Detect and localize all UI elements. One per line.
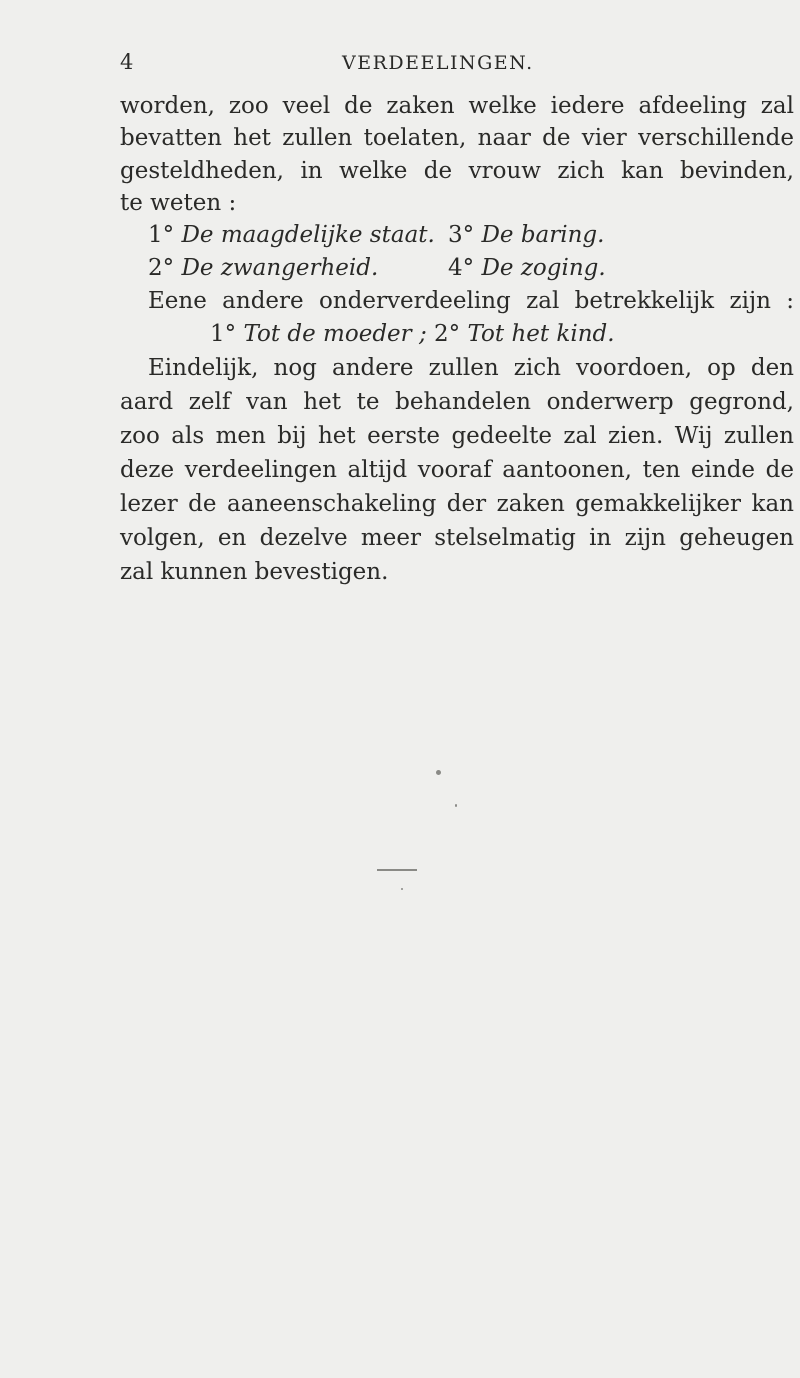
printer-mark-rule — [377, 869, 417, 871]
paper-speck — [401, 888, 403, 890]
list-number: 4° — [448, 255, 475, 281]
list-number: 1° — [148, 222, 175, 248]
text-line: gesteldheden, in welke de vrouw zich kan bevinden, — [120, 158, 794, 184]
list-text: Tot de moeder ; — [243, 321, 427, 347]
list-number: 1° — [210, 321, 237, 347]
page-number: 4 — [120, 50, 134, 74]
list-text: Tot het kind. — [467, 321, 615, 347]
list-text: De maagdelijke staat. — [181, 222, 435, 248]
list-number: 3° — [448, 222, 475, 248]
list-item — [448, 255, 606, 281]
list-item — [448, 222, 604, 248]
text-line: Eindelijk, nog andere zullen zich voordoen, op den — [148, 355, 794, 381]
paper-speck — [455, 804, 457, 807]
text-line: Eene andere onderverdeeling zal betrekkelijk zijn : — [148, 288, 794, 314]
text-line: worden, zoo veel de zaken welke iedere afdeeling zal — [120, 93, 794, 119]
list-item — [148, 255, 378, 281]
list-text: De zoging. — [481, 255, 606, 281]
list-item — [210, 321, 615, 347]
text-line: aard zelf van het te behandelen onderwerp gegrond, — [120, 389, 794, 415]
text-line: te weten : — [120, 190, 237, 216]
paper-speck — [436, 770, 441, 775]
text-line: bevatten het zullen toelaten, naar de vier verschillende — [120, 125, 794, 151]
list-number: 2° — [434, 321, 461, 347]
running-title: VERDEELINGEN. — [342, 52, 534, 74]
list-text: De zwangerheid. — [181, 255, 379, 281]
list-number: 2° — [148, 255, 175, 281]
text-line: lezer de aaneenschakeling der zaken gemakkelijker kan — [120, 491, 794, 517]
text-line: zoo als men bij het eerste gedeelte zal zien. Wij zullen — [120, 423, 794, 449]
list-item — [148, 222, 435, 248]
text-line: zal kunnen bevestigen. — [120, 559, 389, 585]
text-line: volgen, en dezelve meer stelselmatig in zijn geheugen — [120, 525, 794, 551]
text-line: deze verdeelingen altijd vooraf aantoonen, ten einde de — [120, 457, 794, 483]
list-text: De baring. — [481, 222, 605, 248]
